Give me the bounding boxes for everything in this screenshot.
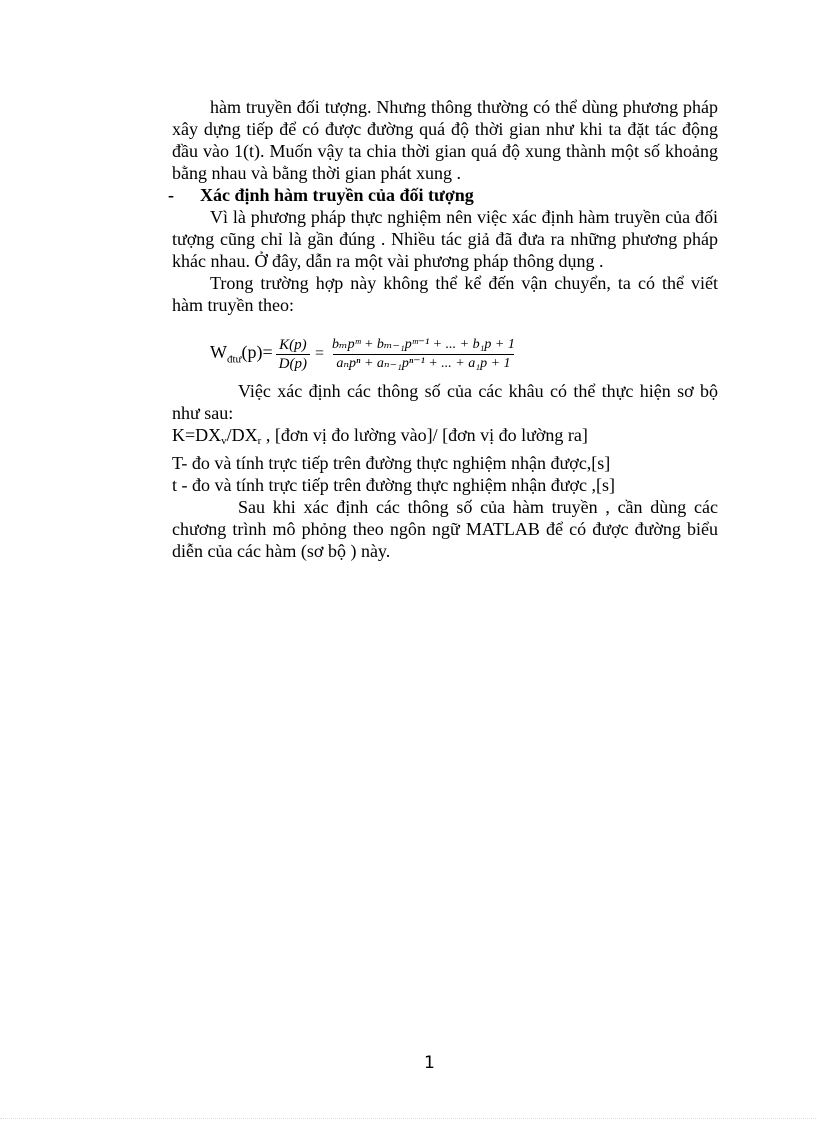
transfer-function-formula	[210, 332, 521, 376]
paragraph-params: Việc xác định các thông số của các khâu có thể thực hiện sơ bộ như sau:	[172, 381, 718, 423]
heading-bullet: -	[168, 185, 174, 205]
paragraph-conclusion: Sau khi xác định các thông số của hàm truyền , cần dùng các chương trình mô phỏng theo ngôn ngữ MATLAB để có được đường biểu diễn của các hàm (sơ bộ ) này.	[172, 497, 718, 561]
paragraph-case: Trong trường hợp này không thể kể đến vận chuyển, ta có thể viết hàm truyền theo:	[172, 273, 718, 315]
formula-numerator-k: K(p)	[279, 336, 307, 353]
section-heading	[168, 184, 718, 206]
formula-lhs: $W_{đtư}(p)=$	[210, 342, 273, 366]
body-text-bottom	[172, 380, 718, 562]
formula-numerator-polynomial: bₘpᵐ + bₘ₋₁pᵐ⁻¹ + ... + b₁p + 1	[332, 336, 515, 352]
body-text-top	[168, 96, 718, 316]
formula-fraction-kd	[276, 336, 310, 373]
footer-divider	[0, 1118, 816, 1119]
formula-fraction-polynomial	[329, 336, 518, 373]
paragraph-method: Vì là phương pháp thực nghiệm nên việc xác định hàm truyền của đối tượng cũng chỉ là gần đúng . Nhiều tác giả đã đưa ra những phương pháp khác nhau. Ở đây, dẫn ra một vài phương pháp thông dụng .	[172, 207, 718, 271]
formula-denominator-d: D(p)	[276, 354, 310, 373]
formula-equals: =	[315, 345, 325, 362]
page-number: 1	[424, 1053, 435, 1073]
t-lower-definition-line: t - đo và tính trực tiếp trên đường thực nghiệm nhận được ,[s]	[172, 475, 615, 495]
formula-denominator-polynomial: aₙpⁿ + aₙ₋₁pⁿ⁻¹ + ... + a₁p + 1	[333, 354, 513, 373]
t-upper-definition-line: T- đo và tính trực tiếp trên đường thực nghiệm nhận được,[s]	[172, 453, 611, 473]
k-definition-line: $K=DX_v/DX_r$ , [đơn vị đo lường vào]/ [đơn vị đo lường ra]	[172, 425, 588, 447]
heading-title: Xác định hàm truyền của đối tượng	[200, 185, 474, 205]
paragraph-intro: hàm truyền đối tượng. Nhưng thông thường có thể dùng phương pháp xây dựng tiếp để có được đường quá độ thời gian như khi ta đặt tác động đầu vào 1(t). Muốn vậy ta chia thời gian quá độ xung thành một số khoảng bằng nhau và bằng thời gian phát xung .	[172, 97, 718, 183]
